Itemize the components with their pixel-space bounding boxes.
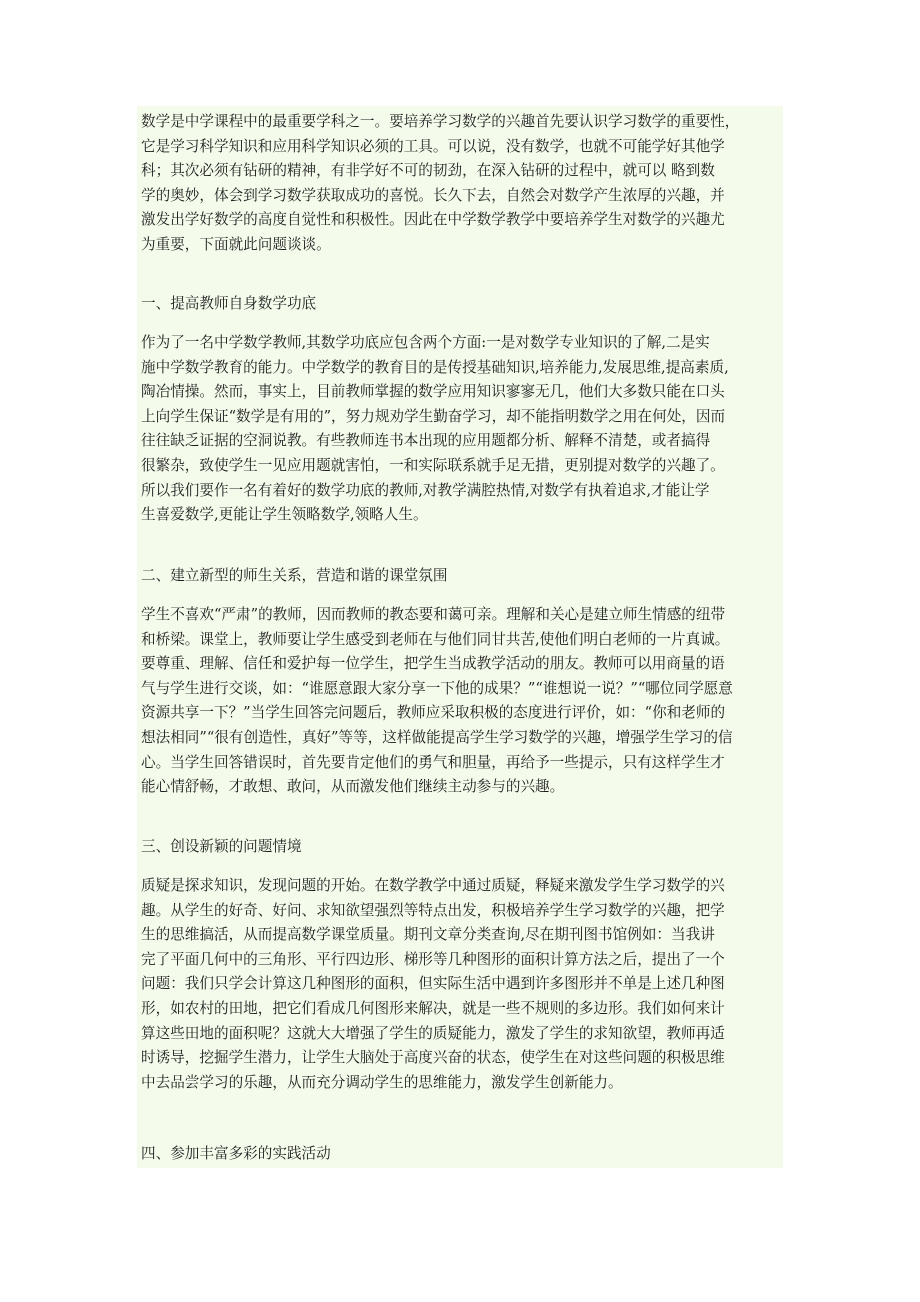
section-heading-4: 四、参加丰富多彩的实践活动	[141, 1145, 331, 1162]
section-paragraph-1: 作为了一名中学数学教师,其数学功底应包含两个方面:一是对数学专业知识的了解,二是实 施中学数学教育的能力。中学数学的教育目的是传授基础知识,培养能力,发展思维,提高素质, 陶冶情操。然而，事实上，目前教师掌握的数学应用知识寥寥无几，他们大多数只能在口头 上向学生保证“数学是有用的”，努力规劝学生勤奋学习，却不能指明数学之用在何处，因而 往往缺乏证据的空洞说教。有些教师连书本出现的应用题都分析、解释不清楚，或者搞得 很繁杂，致使学生一见应用题就害怕，一和实际联系就手足无措，更别提对数学的兴趣了。 所以我们要作一名有着好的数学功底的教师,对教学满腔热情,对数学有执着追求,才能让学 生喜爱数学,更能让学生领略数学,领略人生。	[141, 334, 729, 524]
section-heading-2: 二、建立新型的师生关系，营造和谐的课堂氛围	[141, 567, 448, 584]
intro-paragraph: 数学是中学课程中的最重要学科之一。要培养学习数学的兴趣首先要认识学习数学的重要性， 它是学习科学知识和应用科学知识必须的工具。可以说，没有数学，也就不可能学好其他学 科；其次必须有钻研的精神，有非学好不可的韧劲，在深入钻研的过程中，就可以 略到数 学的奥妙，体会到学习数学获取成功的喜悦。长久下去，自然会对数学产生浓厚的兴趣，并 激发出学好数学的高度自觉性和积极性。因此在中学数学教学中要培养学生对数学的兴趣尤 为重要，下面就此问题谈谈。	[141, 113, 740, 253]
section-heading-3: 三、创设新颖的问题情境	[141, 838, 302, 855]
document-body	[137, 106, 783, 1168]
section-paragraph-3: 质疑是探求知识，发现问题的开始。在数学教学中通过质疑，释疑来激发学生学习数学的兴 趣。从学生的好奇、好问、求知欲望强烈等特点出发，积极培养学生学习数学的兴趣，把学 生的思维搞活，从而提高数学课堂质量。期刊文章分类查询,尽在期刊图书馆例如：当我讲 完了平面几何中的三角形、平行四边形、梯形等几种图形的面积计算方法之后，提出了一个 问题：我们只学会计算这几种图形的面积，但实际生活中遇到许多图形并不单是上述几种图 形，如农村的田地，把它们看成几何图形来解决，就是一些不规则的多边形。我们如何来计 算这些田地的面积呢？这就大大增强了学生的质疑能力，激发了学生的求知欲望，教师再适 时诱导，挖掘学生潜力，让学生大脑处于高度兴奋的状态，使学生在对这些问题的积极思维 中去品尝学习的乐趣，从而充分调动学生的思维能力，激发学生创新能力。	[141, 877, 725, 1091]
section-paragraph-2: 学生不喜欢“严肃”的教师，因而教师的教态要和蔼可亲。理解和关心是建立师生情感的纽带 和桥梁。课堂上，教师要让学生感受到老师在与他们同甘共苦,使他们明白老师的一片真诚。 要尊重、理解、信任和爱护每一位学生，把学生当成教学活动的朋友。教师可以用商量的语 气与学生进行交谈，如：“谁愿意跟大家分享一下他的成果？”“谁想说一说？”“哪位同学愿意 资源共享一下？”当学生回答完问题后，教师应采取积极的态度进行评价，如：“你和老师的 想法相同”“很有创造性，真好”等等，这样做能提高学生学习数学的兴趣，增强学生学习的信 心。当学生回答错误时，首先要肯定他们的勇气和胆量，再给予一些提示，只有这样学生才 能心情舒畅，才敢想、敢问，从而激发他们继续主动参与的兴趣。	[141, 606, 733, 796]
section-heading-1: 一、提高教师自身数学功底	[141, 295, 317, 312]
